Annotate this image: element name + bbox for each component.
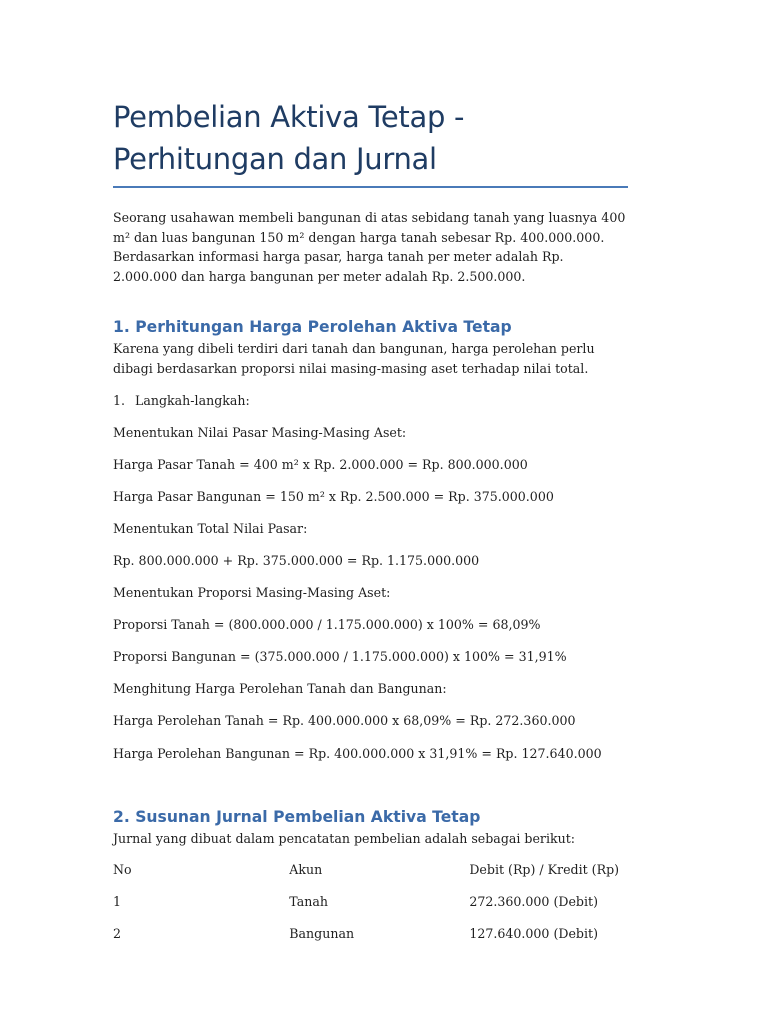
calc-line: Proporsi Tanah = (800.000.000 / 1.175.000.000) x 100% = 68,09% (113, 617, 541, 633)
calc-line: Menentukan Total Nilai Pasar: (113, 520, 308, 536)
steps-list (113, 391, 628, 423)
calculation-lines (113, 423, 628, 776)
step-number: 1. (113, 392, 126, 408)
calc-line: Menghitung Harga Perolehan Tanah dan Bangunan: (113, 681, 447, 697)
section-2-description: Jurnal yang dibuat dalam pencatatan pembelian adalah sebagai berikut: (113, 830, 576, 846)
cell-amount: 127.640.000 (Debit) (469, 926, 598, 942)
cell-akun: Bangunan (289, 926, 355, 942)
document-page (113, 96, 628, 956)
steps-list-item (113, 391, 628, 423)
calc-line: Harga Pasar Bangunan = 150 m² x Rp. 2.500.000 = Rp. 375.000.000 (113, 488, 554, 504)
header-akun: Akun (289, 862, 323, 878)
calc-line: Harga Perolehan Tanah = Rp. 400.000.000 x 68,09% = Rp. 272.360.000 (113, 713, 576, 729)
section-1-description: Karena yang dibeli terdiri dari tanah dan bangunan, harga perolehan perlu dibagi berdasarkan proporsi nilai masing-masing aset terhadap nilai total. (113, 341, 595, 376)
header-no: No (113, 862, 132, 878)
intro-paragraph: Seorang usahawan membeli bangunan di atas sebidang tanah yang luasnya 400 m² dan luas bangunan 150 m² dengan harga tanah sebesar Rp. 400.000.000. Berdasarkan informasi harga pasar, harga tanah per meter adalah Rp. 2.000.000 dan harga bangunan per meter adalah Rp. 2.500.000. (113, 210, 626, 284)
calc-line: Harga Pasar Tanah = 400 m² x Rp. 2.000.000 = Rp. 800.000.000 (113, 456, 528, 472)
table-header-row (113, 860, 628, 892)
calc-line: Proporsi Bangunan = (375.000.000 / 1.175.000.000) x 100% = 31,91% (113, 649, 567, 665)
cell-akun: Tanah (289, 894, 328, 910)
header-debit-kredit: Debit (Rp) / Kredit (Rp) (469, 862, 620, 878)
calc-line: Menentukan Nilai Pasar Masing-Masing Aset: (113, 424, 407, 440)
page-title: Pembelian Aktiva Tetap - Perhitungan dan Jurnal (113, 96, 628, 188)
section-2-heading: 2. Susunan Jurnal Pembelian Aktiva Tetap (113, 807, 481, 826)
table-row (113, 892, 628, 924)
section-1-heading: 1. Perhitungan Harga Perolehan Aktiva Tetap (113, 318, 512, 337)
cell-amount: 272.360.000 (Debit) (469, 894, 598, 910)
calc-line: Rp. 800.000.000 + Rp. 375.000.000 = Rp. 1.175.000.000 (113, 552, 480, 568)
cell-no: 2 (113, 926, 122, 942)
journal-table (113, 860, 628, 956)
calc-line: Menentukan Proporsi Masing-Masing Aset: (113, 585, 391, 601)
cell-no: 1 (113, 894, 122, 910)
calc-line: Harga Perolehan Bangunan = Rp. 400.000.000 x 31,91% = Rp. 127.640.000 (113, 745, 602, 761)
table-row (113, 924, 628, 956)
step-label: Langkah-langkah: (135, 392, 250, 408)
